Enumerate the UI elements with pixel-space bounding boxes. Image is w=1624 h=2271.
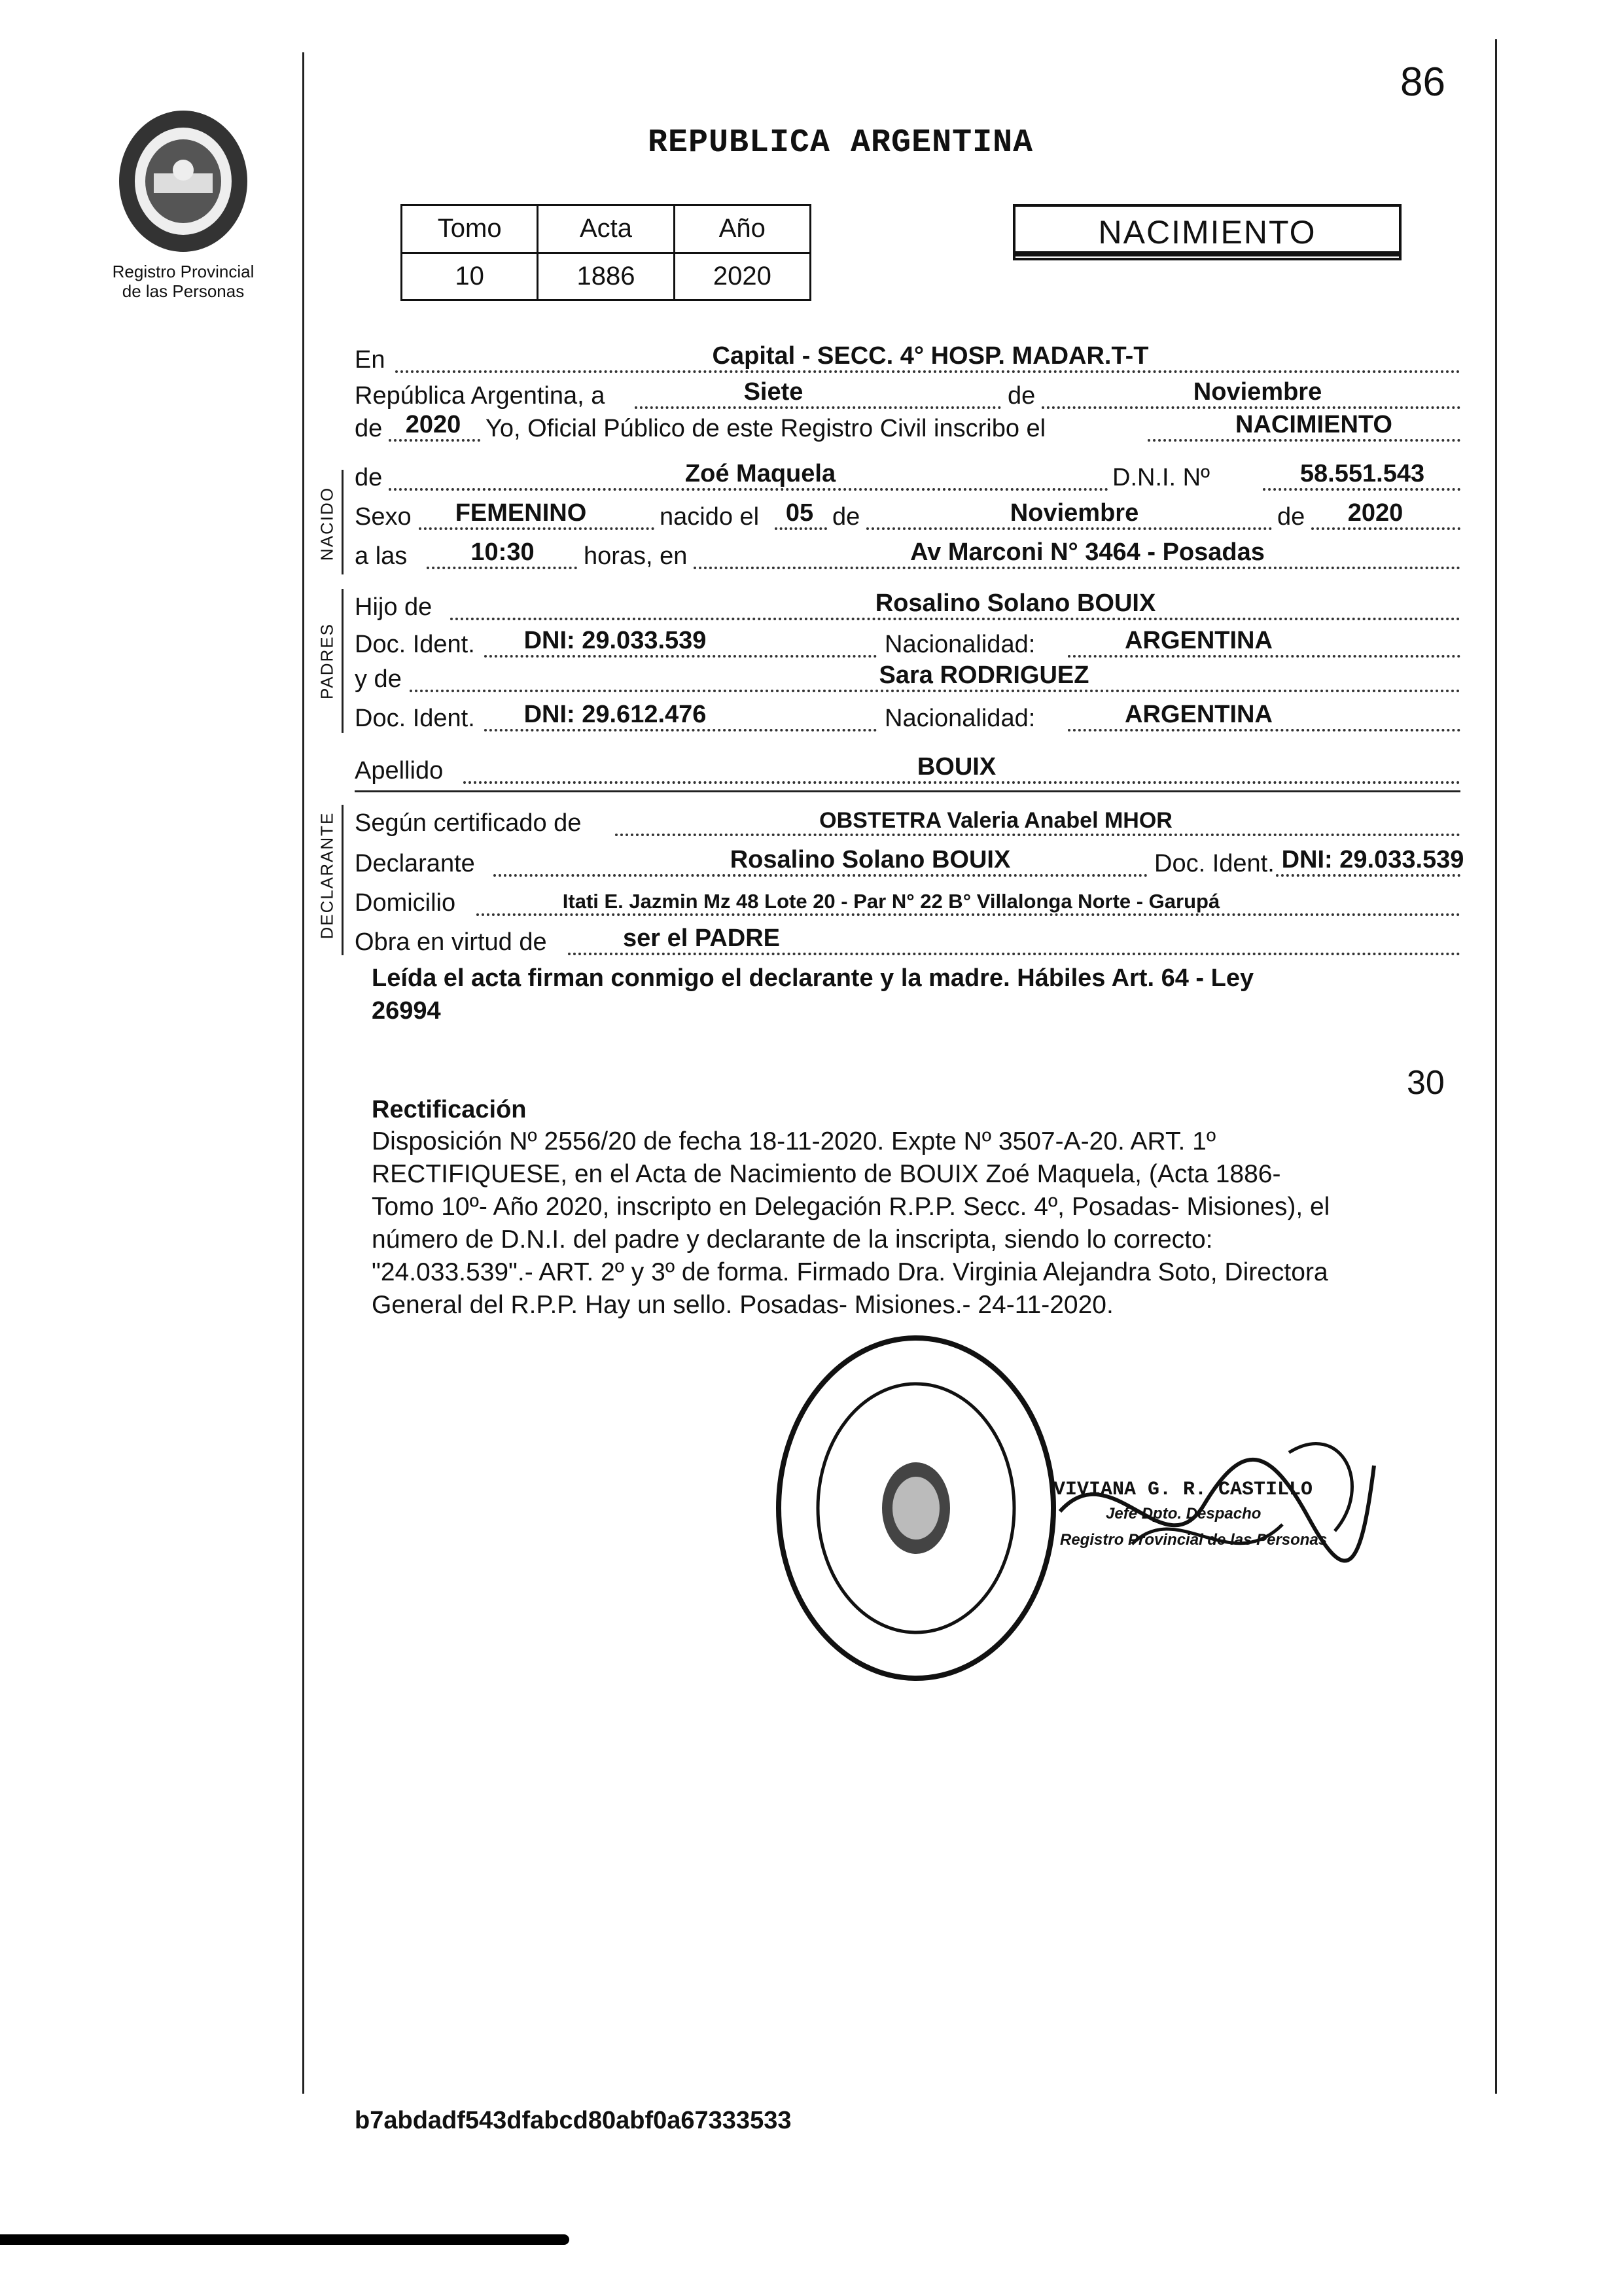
- dots-apellido: [463, 781, 1460, 784]
- label-en: En: [355, 346, 385, 374]
- dots-domicilio: [476, 913, 1460, 916]
- value-acta: 1886: [538, 253, 674, 300]
- value-dia-nac: 05: [785, 499, 814, 527]
- line-inscripcion: [355, 409, 1460, 446]
- record-table-value-row: [402, 253, 811, 300]
- line-padre-doc: [355, 625, 1460, 661]
- line-declarante: [355, 844, 1464, 881]
- label-yo: Yo, Oficial Público de este Registro Civil inscribo el: [485, 415, 1046, 442]
- rectificacion-number: 30: [1407, 1064, 1445, 1102]
- line-obra: [355, 923, 1460, 959]
- page-number: 86: [1400, 60, 1445, 105]
- header-acta: Acta: [538, 205, 674, 253]
- registry-name-line-2: de las Personas: [122, 281, 245, 301]
- line-lugar: [355, 340, 1460, 377]
- dots-dni: [1263, 488, 1460, 491]
- line-apellido: [355, 751, 1460, 788]
- value-dni: 58.551.543: [1299, 460, 1425, 487]
- dots-dia-nac: [775, 527, 827, 530]
- signature-name: VIVIANA G. R. CASTILLO: [1053, 1479, 1313, 1501]
- rectificacion-line-6: General del R.P.P. Hay un sello. Posadas- Misiones.- 24-11-2020.: [372, 1291, 1114, 1319]
- line-nombre: [355, 458, 1460, 495]
- dots-padre-nac: [1068, 655, 1460, 658]
- value-anio-nac: 2020: [1347, 499, 1403, 527]
- dots-declarante-doc: [1276, 874, 1460, 877]
- rectificacion-line-4: número de D.N.I. del padre y declarante de la inscripta, siendo lo correcto:: [372, 1225, 1213, 1254]
- label-domicilio: Domicilio: [355, 889, 456, 917]
- label-republica: República Argentina, a: [355, 382, 605, 410]
- record-type-label: NACIMIENTO: [1098, 214, 1316, 251]
- line-sexo: [355, 497, 1460, 534]
- label-segun: Según certificado de: [355, 809, 582, 837]
- registry-name-line-1: Registro Provincial: [112, 262, 255, 281]
- label-nacido-el: nacido el: [660, 503, 760, 531]
- dots-nombre: [389, 488, 1108, 491]
- label-de-nombre: de: [355, 464, 383, 491]
- label-y-de: y de: [355, 665, 402, 693]
- label-horas-en: horas, en: [584, 542, 688, 570]
- value-obra: ser el PADRE: [622, 924, 781, 952]
- line-madre: [355, 660, 1460, 696]
- registry-name: [79, 262, 288, 301]
- rectificacion-text: [372, 1125, 1445, 1322]
- dots-lugar: [395, 370, 1460, 373]
- header-anio: Año: [674, 205, 810, 253]
- record-type-box-shadow: [1013, 251, 1402, 256]
- label-hijo-de: Hijo de: [355, 593, 432, 621]
- value-lugar: Capital - SECC. 4° HOSP. MADAR.T-T: [712, 342, 1149, 370]
- dots-tipo: [1148, 439, 1460, 442]
- value-mes: Noviembre: [1193, 378, 1322, 406]
- value-domicilio: Itati E. Jazmin Mz 48 Lote 20 - Par N° 22 B° Villalonga Norte - Garupá: [562, 890, 1220, 913]
- line-madre-doc: [355, 699, 1460, 735]
- right-margin-line: [1495, 39, 1497, 2094]
- record-table: [400, 204, 811, 301]
- left-margin-line: [302, 52, 304, 2094]
- line-hora: [355, 537, 1460, 573]
- registry-logo: [115, 108, 252, 258]
- padres-bar: [342, 589, 344, 733]
- document-title: REPUBLICA ARGENTINA: [648, 124, 1034, 162]
- value-madre: Sara RODRIGUEZ: [879, 661, 1089, 689]
- label-a-las: a las: [355, 542, 408, 570]
- value-padre-nac: ARGENTINA: [1125, 627, 1273, 654]
- signature-org: Registro Provincial de las Personas: [1060, 1531, 1328, 1549]
- side-label-declarante: DECLARANTE: [317, 811, 337, 940]
- record-table-header-row: [402, 205, 811, 253]
- dots-madre-nac: [1068, 729, 1460, 731]
- value-tipo: NACIMIENTO: [1235, 411, 1392, 438]
- declarante-bar: [342, 805, 344, 955]
- closing-line-2: 26994: [372, 997, 441, 1025]
- line-padre: [355, 588, 1460, 624]
- label-obra: Obra en virtud de: [355, 928, 547, 956]
- dots-sexo: [419, 527, 654, 530]
- value-declarante-doc: DNI: 29.033.539: [1281, 846, 1464, 873]
- value-tomo: 10: [402, 253, 538, 300]
- value-anio: 2020: [405, 411, 461, 438]
- closing-line-1: Leída el acta firman conmigo el declarante y la madre. Hábiles Art. 64 - Ley: [372, 964, 1254, 992]
- label-nacionalidad-madre: Nacionalidad:: [885, 705, 1036, 732]
- side-label-padres: PADRES: [317, 623, 337, 699]
- dots-padre-doc: [484, 655, 877, 658]
- dots-certificado: [615, 834, 1460, 836]
- dots-madre: [410, 690, 1460, 692]
- closing-statement: [372, 962, 1458, 1027]
- value-lugar-nac: Av Marconi N° 3464 - Posadas: [910, 538, 1265, 566]
- dots-obra: [568, 953, 1460, 955]
- value-declarante: Rosalino Solano BOUIX: [730, 846, 1011, 873]
- dots-padre: [450, 618, 1460, 620]
- label-apellido: Apellido: [355, 757, 444, 784]
- label-de-mes-nac: de: [832, 503, 860, 531]
- label-doc-ident-padre: Doc. Ident.: [355, 631, 475, 658]
- signature-role: Jefe Dpto. Despacho: [1106, 1505, 1262, 1523]
- dots-anio-nac: [1311, 527, 1460, 530]
- label-de-anio-nac: de: [1277, 503, 1305, 531]
- label-doc-ident-madre: Doc. Ident.: [355, 705, 475, 732]
- value-anio: 2020: [674, 253, 810, 300]
- dots-anio: [389, 439, 480, 442]
- value-padre-doc: DNI: 29.033.539: [523, 627, 707, 654]
- rectificacion-line-2: RECTIFIQUESE, en el Acta de Nacimiento de BOUIX Zoé Maquela, (Acta 1886-: [372, 1160, 1281, 1188]
- rectificacion-line-5: "24.033.539".- ART. 2º y 3º de forma. Firmado Dra. Virginia Alejandra Soto, Directora: [372, 1258, 1328, 1286]
- dots-madre-doc: [484, 729, 877, 731]
- dots-declarante: [493, 874, 1148, 877]
- label-sexo: Sexo: [355, 503, 412, 531]
- label-de: de: [1008, 382, 1036, 410]
- line-certificado: [355, 803, 1460, 840]
- label-nacionalidad-padre: Nacionalidad:: [885, 631, 1036, 658]
- value-certificado: OBSTETRA Valeria Anabel MHOR: [819, 808, 1173, 833]
- value-hora: 10:30: [470, 538, 535, 566]
- line-fecha: [355, 376, 1460, 413]
- rectificacion-heading: Rectificación: [372, 1096, 527, 1123]
- value-padre: Rosalino Solano BOUIX: [875, 590, 1156, 617]
- dots-lugar-nac: [694, 567, 1460, 569]
- value-apellido: BOUIX: [917, 753, 997, 781]
- dots-hora: [427, 567, 577, 569]
- nacido-bar: [342, 470, 344, 574]
- header-tomo: Tomo: [402, 205, 538, 253]
- value-nombre: Zoé Maquela: [684, 460, 836, 487]
- rectificacion-line-3: Tomo 10º- Año 2020, inscripto en Delegación R.P.P. Secc. 4º, Posadas- Misiones), el: [372, 1193, 1330, 1221]
- value-madre-nac: ARGENTINA: [1125, 701, 1273, 728]
- label-declarante: Declarante: [355, 850, 475, 877]
- rectificacion-line-1: Disposición Nº 2556/20 de fecha 18-11-2020. Expte Nº 3507-A-20. ART. 1º: [372, 1127, 1216, 1155]
- apellido-underline: [355, 790, 1460, 792]
- bottom-scan-bar: [0, 2234, 569, 2245]
- dots-mes-nac: [866, 527, 1272, 530]
- label-doc-ident-declarante: Doc. Ident.: [1154, 850, 1275, 877]
- value-mes-nac: Noviembre: [1010, 499, 1139, 527]
- label-de-anio-inscripcion: de: [355, 415, 383, 442]
- label-dni: D.N.I. Nº: [1112, 464, 1210, 491]
- value-madre-doc: DNI: 29.612.476: [523, 701, 707, 728]
- value-dia: Siete: [743, 378, 803, 406]
- value-sexo: FEMENINO: [455, 499, 587, 527]
- line-domicilio: [355, 883, 1460, 920]
- document-hash: b7abdadf543dfabcd80abf0a67333533: [355, 2107, 792, 2134]
- side-label-nacido: NACIDO: [317, 486, 337, 561]
- official-seal: [772, 1331, 1060, 1685]
